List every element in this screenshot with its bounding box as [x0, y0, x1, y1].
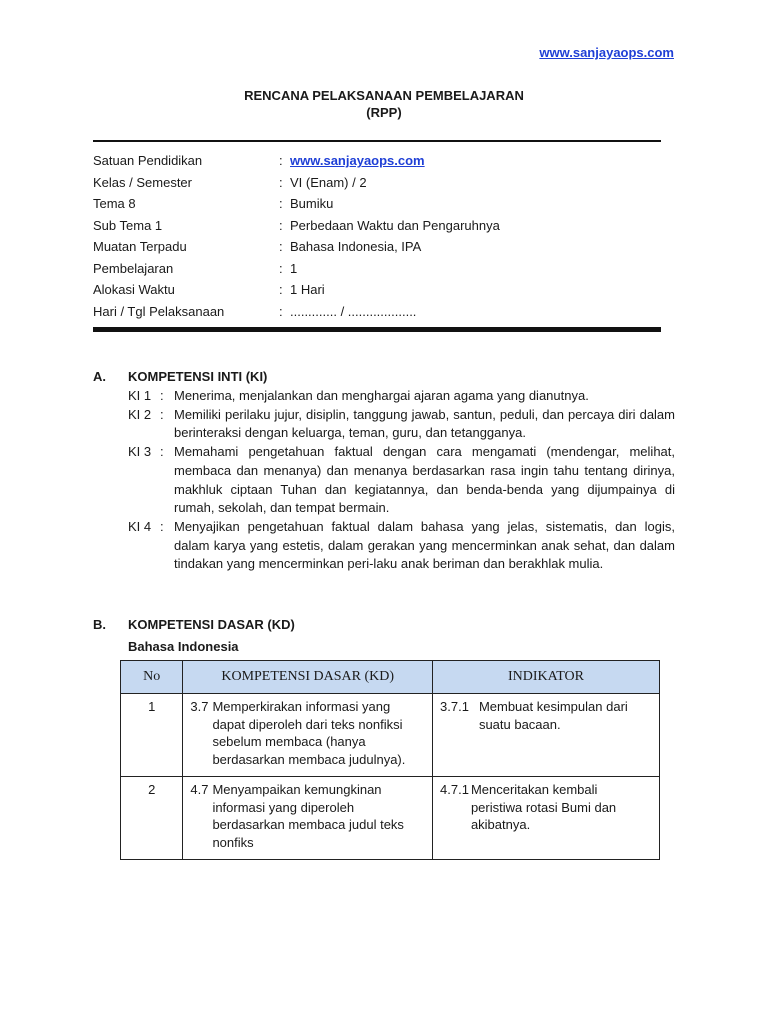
info-value: VI (Enam) / 2 — [290, 174, 367, 190]
info-colon: : — [279, 282, 283, 298]
title-sub: (RPP) — [366, 105, 402, 120]
info-label: Alokasi Waktu — [93, 282, 175, 298]
ki-text: Menyajikan pengetahuan faktual dalam bahasa yang jelas, sistematis, dan logis, dalam karya yang estetis, dalam gerakan yang mencerminkan anak sehat, dan dalam tindakan yang mencerminkan peri-laku anak beriman dan berakhlak mulia. — [174, 518, 675, 572]
info-colon: : — [279, 174, 283, 190]
indikator-number: 4.7.1 — [440, 782, 469, 797]
kd-number: 4.7 — [190, 782, 209, 797]
indikator-text: Membuat kesimpulan dari suatu bacaan. — [478, 699, 628, 732]
info-value: Bumiku — [290, 196, 334, 212]
cell-no: 2 — [121, 777, 183, 860]
ki-colon: : — [160, 518, 164, 534]
subject-heading: Bahasa Indonesia — [128, 639, 239, 654]
indikator-number: 3.7.1 — [440, 699, 469, 714]
cell-no: 1 — [121, 694, 183, 777]
identity-table — [93, 150, 661, 322]
cell-kd — [183, 694, 433, 777]
section-letter: B. — [93, 617, 106, 632]
kd-number: 3.7 — [190, 699, 209, 714]
info-colon: : — [279, 153, 283, 169]
info-row — [93, 236, 661, 258]
ki-colon: : — [160, 406, 164, 422]
document-title — [0, 87, 768, 121]
ki-colon: : — [160, 388, 164, 403]
info-value: Perbedaan Waktu dan Pengaruhnya — [290, 217, 500, 233]
ki-text: Memiliki perilaku jujur, disiplin, tanggung jawab, santun, peduli, dan percaya diri dalam berinteraksi dengan keluarga, teman, guru, dan tetangganya. — [174, 406, 675, 441]
ki-text: Menerima, menjalankan dan menghargai ajaran agama yang dianutnya. — [174, 388, 589, 403]
info-row — [93, 215, 661, 237]
ki-label: KI 3 — [128, 444, 152, 460]
info-row — [93, 279, 661, 301]
info-label: Satuan Pendidikan — [93, 153, 203, 169]
info-value: 1 Hari — [290, 282, 325, 298]
info-label: Pembelajaran — [93, 260, 174, 276]
info-label: Hari / Tgl Pelaksanaan — [93, 303, 225, 319]
ki-item — [128, 443, 675, 518]
ki-label: KI 1 — [128, 388, 152, 403]
info-colon: : — [279, 260, 283, 276]
site-link[interactable]: www.sanjayaops.com — [539, 45, 674, 60]
kd-entry — [190, 781, 425, 851]
info-row — [93, 301, 661, 323]
ki-list — [128, 387, 675, 574]
section-b-heading — [93, 617, 295, 632]
header-no: No — [121, 661, 183, 694]
info-value: Bahasa Indonesia, IPA — [290, 239, 422, 255]
kd-text: Menyampaikan kemungkinan informasi yang diperoleh berdasarkan membaca judul teks nonfiks — [212, 782, 404, 850]
info-row — [93, 193, 661, 215]
section-title: KOMPETENSI DASAR (KD) — [128, 617, 295, 632]
kd-entry — [190, 698, 425, 768]
info-colon: : — [279, 217, 283, 233]
bottom-rule — [93, 327, 661, 332]
ki-text: Memahami pengetahuan faktual dengan cara mengamati (mendengar, melihat, membaca dan menanya) dan menanya berdasarkan rasa ingin tahu tentang dirinya, makhluk ciptaan Tuhan dan kegiatannya, dan benda-benda yang dijumpainya di rumah, sekolah, dan tempat bermain. — [174, 444, 675, 516]
ki-item — [128, 387, 675, 406]
cell-kd — [183, 777, 433, 860]
info-label: Muatan Terpadu — [93, 239, 187, 255]
table-row — [121, 777, 660, 860]
table-header-row — [121, 661, 660, 694]
info-colon: : — [279, 239, 283, 255]
info-colon: : — [279, 303, 283, 319]
table-row — [121, 694, 660, 777]
info-row — [93, 172, 661, 194]
indikator-text: Menceritakan kembali peristiwa rotasi Bumi dan akibatnya. — [470, 782, 617, 832]
ki-item — [128, 406, 675, 443]
section-title: KOMPETENSI INTI (KI) — [128, 369, 268, 384]
school-link[interactable]: www.sanjayaops.com — [290, 153, 425, 169]
top-rule — [93, 140, 661, 142]
info-value: ............. / ................... — [290, 303, 417, 319]
info-label: Tema 8 — [93, 196, 136, 212]
indikator-entry — [440, 781, 652, 834]
section-a-heading — [93, 369, 267, 384]
info-value: 1 — [290, 260, 298, 276]
section-letter: A. — [93, 369, 106, 384]
ki-label: KI 2 — [128, 406, 152, 422]
kd-text: Memperkirakan informasi yang dapat diperoleh dari teks nonfiksi sebelum membaca (hanya berdasarkan membaca judulnya). — [212, 699, 406, 767]
info-label: Sub Tema 1 — [93, 217, 163, 233]
ki-label: KI 4 — [128, 518, 152, 534]
cell-indikator — [433, 694, 660, 777]
indikator-entry — [440, 698, 652, 733]
kd-table — [120, 660, 660, 860]
info-label: Kelas / Semester — [93, 174, 192, 190]
info-row — [93, 150, 661, 172]
info-colon: : — [279, 196, 283, 212]
title-main: RENCANA PELAKSANAAN PEMBELAJARAN — [244, 88, 524, 103]
ki-colon: : — [160, 444, 164, 460]
info-row — [93, 258, 661, 280]
header-kd: KOMPETENSI DASAR (KD) — [183, 661, 433, 694]
ki-item — [128, 518, 675, 574]
header-indikator: INDIKATOR — [433, 661, 660, 694]
cell-indikator — [433, 777, 660, 860]
